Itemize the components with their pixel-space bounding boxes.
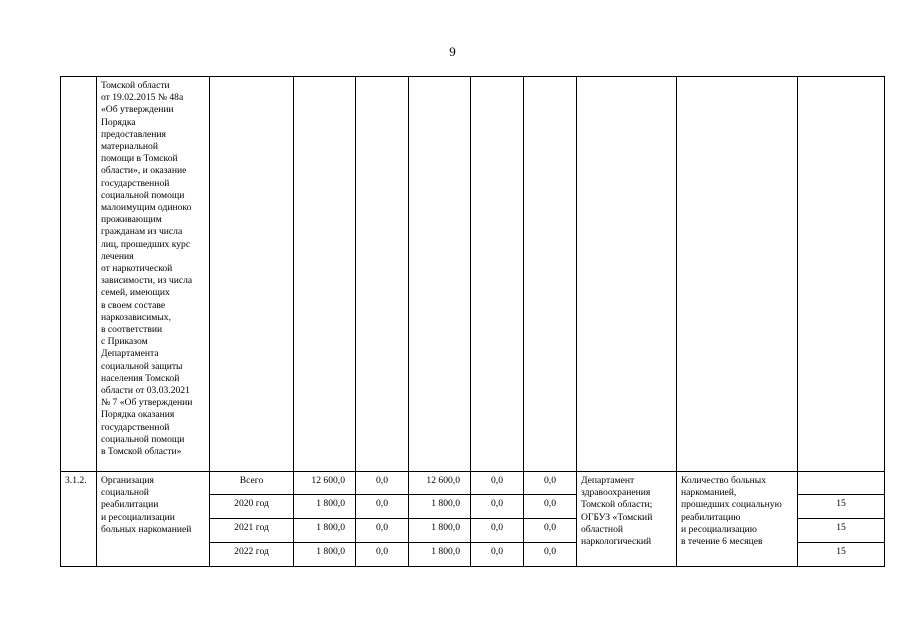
period-cell: Всего (210, 472, 294, 495)
top-row-empty-cell (677, 77, 798, 472)
period-cell: 2020 год (210, 495, 294, 519)
value-cell: 0,0 (524, 519, 577, 543)
value-cell: 0,0 (356, 495, 409, 519)
value-cell: 0,0 (524, 543, 577, 567)
period-cell: 2021 год (210, 519, 294, 543)
period-cell: 2022 год (210, 543, 294, 567)
top-row-empty-cell (524, 77, 577, 472)
value-cell: 0,0 (356, 472, 409, 495)
total-cell: 1 800,0 (294, 543, 356, 567)
page-number: 9 (449, 44, 456, 59)
indicator-cell (677, 472, 798, 567)
value-cell: 1 800,0 (409, 495, 471, 519)
item-name-cell (97, 472, 210, 567)
executor: Департамент здравоохранения Томской области; ОГБУЗ «Томский областной наркологический (581, 475, 653, 548)
value-cell: 0,0 (356, 543, 409, 567)
executor-cell (577, 472, 677, 567)
value-cell: 0,0 (471, 543, 524, 567)
top-row-empty-cell (210, 77, 294, 472)
top-row-empty-cell (356, 77, 409, 472)
value-cell: 0,0 (471, 472, 524, 495)
value-cell: 0,0 (471, 519, 524, 543)
top-row-description-cell (97, 77, 210, 472)
value-cell: 0,0 (524, 472, 577, 495)
total-cell: 1 800,0 (294, 519, 356, 543)
total-cell: 1 800,0 (294, 495, 356, 519)
value-cell: 0,0 (356, 519, 409, 543)
value-cell: 1 800,0 (409, 543, 471, 567)
value-cell: 0,0 (471, 495, 524, 519)
item-number-cell (61, 472, 97, 567)
top-row-empty-cell (409, 77, 471, 472)
program-table (60, 76, 885, 567)
indicator-value-cell: 15 (798, 519, 885, 543)
top-row-empty-cell (294, 77, 356, 472)
top-row-empty-cell (577, 77, 677, 472)
indicator-value-cell: 15 (798, 495, 885, 519)
indicator-value-cell: 15 (798, 543, 885, 567)
indicator-value-cell (798, 472, 885, 495)
item-name: Организация социальной реабилитации и ресоциализации больных наркоманией (101, 475, 192, 535)
value-cell: 12 600,0 (409, 472, 471, 495)
value-cell: 0,0 (524, 495, 577, 519)
top-row-empty-cell (471, 77, 524, 472)
top-row (61, 77, 885, 472)
item-row-total (61, 472, 885, 495)
top-row-empty-cell (798, 77, 885, 472)
indicator: Количество больных наркоманией, прошедших социальную реабилитацию и ресоциализацию в течение 6 месяцев (681, 475, 782, 548)
top-row-number-cell (61, 77, 97, 472)
total-cell: 12 600,0 (294, 472, 356, 495)
top-row-description: Томской области от 19.02.2015 № 48а «Об утверждении Порядка предоставления материальной помощи в Томской области», и оказание государственной социальной помощи малоимущим одиноко проживающим гражданам из числа лиц, прошедших курс лечения от наркотической зависимости, из числа семей, имеющих в своем составе наркозависимых, в соответствии с Приказом Департамента социальной защиты населения Томской области от 03.03.2021 № 7 «Об утверждении Порядка оказания государственной социальной помощи в Томской области» (101, 80, 193, 458)
value-cell: 1 800,0 (409, 519, 471, 543)
item-number: 3.1.2. (65, 475, 87, 486)
